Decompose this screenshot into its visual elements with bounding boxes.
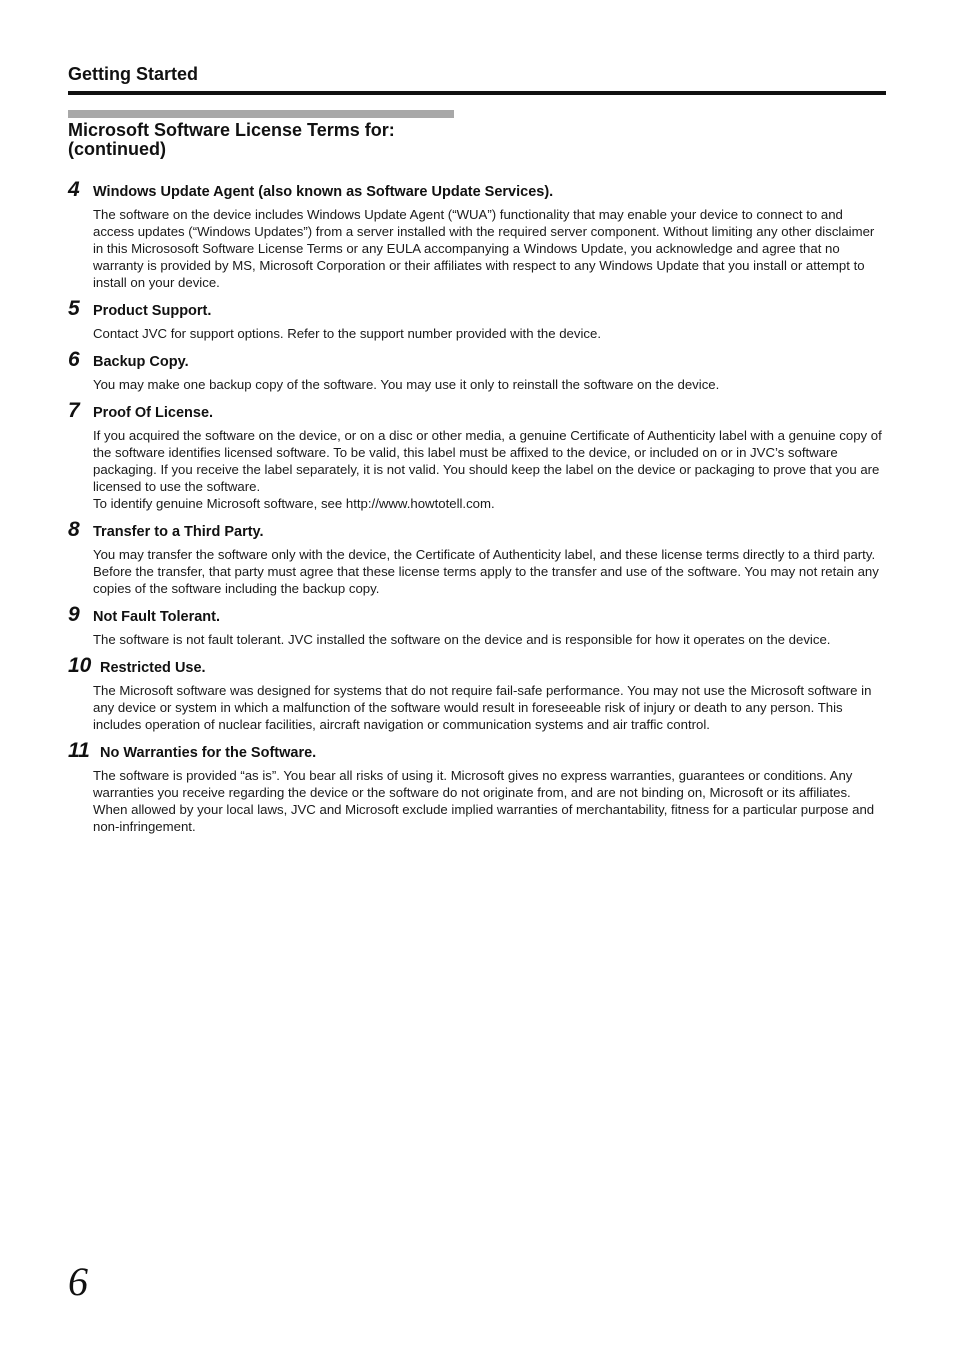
item-body (93, 325, 886, 342)
item-number: 11 (68, 739, 90, 762)
item-number: 10 (68, 654, 92, 677)
item-body (93, 206, 886, 291)
item-body (93, 546, 886, 597)
item-title: Backup Copy. (93, 354, 189, 370)
item-paragraph: You may transfer the software only with the device, the Certificate of Authenticity label, and these license terms directly to a third party. Before the transfer, that party must agree that these license terms apply to the transfer and use of the software. You may not retain any copies of the software including the backup copy. (93, 547, 879, 596)
section-title (68, 121, 395, 159)
license-items (68, 178, 886, 841)
license-item (68, 178, 886, 291)
item-number: 9 (68, 603, 80, 626)
item-paragraph: You may make one backup copy of the software. You may use it only to reinstall the software on the device. (93, 377, 720, 392)
header-rule (68, 91, 886, 95)
item-paragraph: The software is provided “as is”. You bear all risks of using it. Microsoft gives no express warranties, guarantees or conditions. Any warranties you receive regarding the device or the software do not originate from, and are not binding on, Microsoft or its affiliates. When allowed by your local laws, JVC and Microsoft exclude implied warranties of merchantability, fitness for a particular purpose and non-infringement. (93, 768, 875, 834)
item-body (93, 682, 886, 733)
license-item (68, 603, 886, 648)
item-title: Restricted Use. (100, 660, 206, 676)
license-item (68, 654, 886, 733)
item-title: Windows Update Agent (also known as Software Update Services). (93, 184, 554, 200)
item-number: 6 (68, 348, 80, 371)
section-title-line1: Microsoft Software License Terms for: (68, 120, 395, 140)
item-body (93, 631, 886, 648)
item-body (93, 427, 886, 512)
license-item (68, 297, 886, 342)
item-title: Not Fault Tolerant. (93, 609, 221, 625)
section-bar (68, 110, 454, 118)
item-number: 8 (68, 518, 80, 541)
license-item (68, 518, 886, 597)
item-number: 5 (68, 297, 80, 320)
item-paragraph: The software is not fault tolerant. JVC installed the software on the device and is responsible for how it operates on the device. (93, 632, 831, 647)
item-paragraph: If you acquired the software on the device, or on a disc or other media, a genuine Certificate of Authenticity label with a genuine copy of the software identifies licensed software. To be valid, this label must be affixed to the device, or included on or in JVC’s software packaging. If you receive the label separately, it is not valid. You should keep the label on the device or packaging to prove that you are licensed to use the software. (93, 428, 882, 494)
item-title: No Warranties for the Software. (100, 745, 317, 761)
item-paragraph: Contact JVC for support options. Refer to the support number provided with the device. (93, 326, 601, 341)
item-body (93, 767, 886, 835)
license-item (68, 399, 886, 512)
item-number: 7 (68, 399, 80, 422)
section-title-line2: (continued) (68, 139, 166, 159)
page-number: 6 (68, 1259, 88, 1304)
item-body (93, 376, 886, 393)
item-title: Transfer to a Third Party. (93, 524, 264, 540)
item-paragraph: The software on the device includes Windows Update Agent (“WUA”) functionality that may enable your device to connect to and access updates (“Windows Updates”) from a server installed with the required server component. Without limiting any other disclaimer in this Micrososoft Software License Terms or any EULA accompanying a Windows Update, you acknowledge and agree that no warranty is provided by MS, Microsoft Corporation or their affiliates with respect to any Windows Update that you install or attempt to install on your device. (93, 207, 875, 290)
license-item (68, 739, 886, 835)
item-title: Proof Of License. (93, 405, 214, 421)
license-item (68, 348, 886, 393)
item-paragraph: To identify genuine Microsoft software, see http://www.howtotell.com. (93, 496, 495, 511)
page-header-title: Getting Started (68, 64, 199, 84)
item-number: 4 (68, 178, 80, 201)
item-title: Product Support. (93, 303, 212, 319)
item-paragraph: The Microsoft software was designed for systems that do not require fail-safe performance. You may not use the Microsoft software in any device or system in which a malfunction of the software would result in foreseeable risk of injury or death to any person. This includes operation of nuclear facilities, aircraft navigation or communication systems and air traffic control. (93, 683, 872, 732)
